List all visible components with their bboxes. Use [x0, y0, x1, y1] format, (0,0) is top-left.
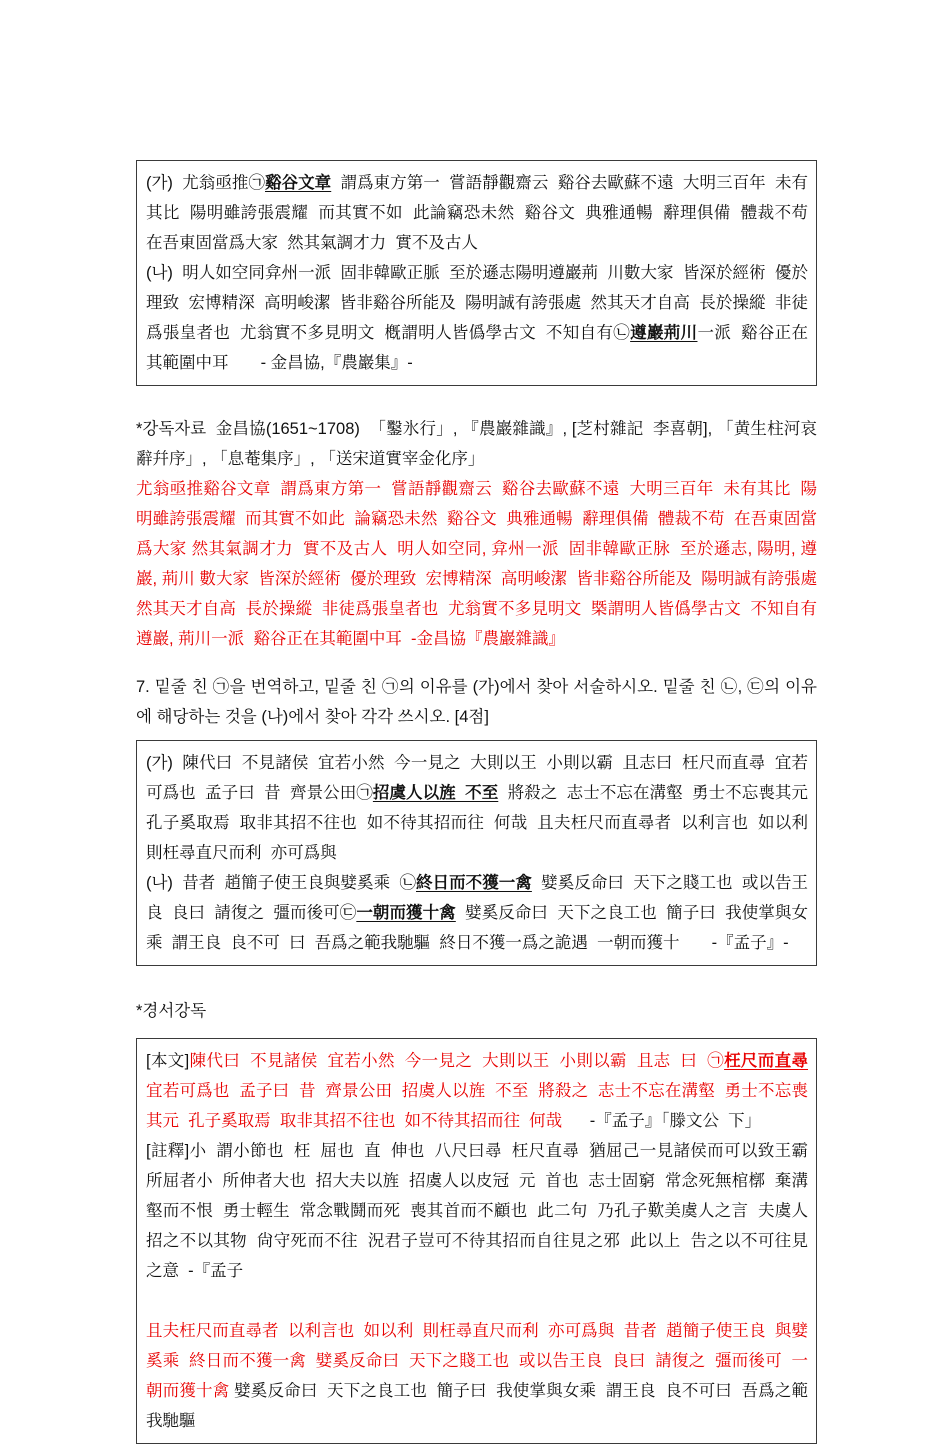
document-content — [136, 0, 827, 1444]
passage-1-na: (나) 明人如空同弇州一派 固非韓歐正脈 至於遜志陽明遵巖荊 川數大家 皆深於經術 優於理致 宏博精深 高明峻潔 皆非谿谷所能及 陽明誠有誇張處 然其天才自高 長於操縱 非徒爲張皇者也 尤翁實不多見明文 槪謂明人皆僞學古文 不知自有㉡遵巖荊川一派 谿谷正在其範圍中耳 - 金昌協,『農巖集』- — [146, 264, 809, 372]
passage-box-1 — [136, 160, 817, 386]
main-text-paragraph: [本文]陳代曰 不見諸侯 宜若小然 今一見之 大則以王 小則以霸 且志 曰 ㉠枉尺而直尋 宜若可爲也 孟子曰 昔 齊景公田 招虞人以旌 不至 將殺之 志士不忘在溝壑 勇士不忘喪其元 孔子奚取焉 取非其招不往也 如不待其招而往 何哉 -『孟子』「滕文公 下」 — [146, 1052, 818, 1130]
passage-2-ga: (가) 陳代曰 不見諸侯 宜若小然 今一見之 大則以王 小則以霸 且志曰 枉尺而直尋 宜若可爲也 孟子曰 昔 齊景公田㉠招虞人以旌 不至 將殺之 志士不忘在溝壑 勇士不忘喪其元 孔子奚取焉 取非其招不往也 如不待其招而往 何哉 且夫枉尺而直尋者 以利言也 如以利 則枉尋直尺而利 亦可爲與 — [146, 754, 818, 862]
question-7: 7. 밑줄 친 ㉠을 번역하고, 밑줄 친 ㉠의 이유를 (가)에서 찾아 서술하시오. 밑줄 친 ㉡, ㉢의 이유에 해당하는 것을 (나)에서 찾아 각각 쓰시오. [4점] — [136, 678, 817, 726]
reading-text-red: 尤翁亟推谿谷文章 謂爲東方第一 嘗語靜觀齋云 谿谷去歐蘇不遠 大明三百年 未有其比 陽明雖誇張震耀 而其實不如此 論竊恐未然 谿谷文 典雅通暢 辭理俱備 體裁不苟 在吾東固當爲大家 然其氣調才力 實不及古人 明人如空同, 弇州一派 固非韓歐正脉 至於遜志, 陽明, 遵巖, 荊川 數大家 皆深於經術 優於理致 宏博精深 高明峻潔 皆非谿谷所能及 陽明誠有誇張處 然其天才自高 長於操縱 非徒爲張皇者也 尤翁實不多見明文 槩謂明人皆僞學古文 不知自有遵巖, 荊川一派 谿谷正在其範圍中耳 -金昌協『農巖雜識』 — [136, 480, 827, 648]
supplement-paragraph: 且夫枉尺而直尋者 以利言也 如以利 則枉尋直尺而利 亦可爲與 昔者 趙簡子使王良 與嬖奚乘 終日而不獲一禽 嬖奚反命曰 天下之賤工也 或以告王良 良曰 請復之 彊而後可 一朝而獲十禽 嬖奚反命曰 天下之良工也 簡子曰 我使掌與女乘 謂王良 良不可曰 吾爲之範我馳驅 — [146, 1322, 808, 1430]
scripture-reading-label: *경서강독 — [136, 1002, 207, 1020]
study-box — [136, 1038, 817, 1444]
passage-1-ga: (가) 尤翁亟推㉠谿谷文章 謂爲東方第一 嘗語靜觀齋云 谿谷去歐蘇不遠 大明三百年 未有其比 陽明雖誇張震耀 而其實不如 此論竊恐未然 谿谷文 典雅通暢 辭理俱備 體裁不苟 在吾東固當爲大家 然其氣調才力 實不及古人 — [146, 174, 818, 252]
annotation-paragraph: [註釋]小 謂小節也 枉 屈也 直 伸也 八尺曰尋 枉尺直尋 猶屈己一見諸侯而可以致王霸 所屈者小 所伸者大也 招大夫以旌 招虞人以皮冠 元 首也 志士固窮 常念死無棺槨 棄溝壑而不恨 勇士輕生 常念戰鬪而死 喪其首而不顧也 此二句 乃孔子歎美虞人之言 夫虞人 招之不以其物 尙守死而不往 況君子豈可不待其招而自往見之邪 此以上 告之以不可往見之意 -『孟子 — [146, 1142, 818, 1280]
reading-materials-note: *강독자료 金昌協(1651~1708) 「鑿氷行」, 『農巖雜識』, [芝村雜記 李喜朝], 「黄生柱河哀辭幷序」, 「息菴集序」, 「送宋道實宰金化序」 — [136, 420, 817, 468]
passage-box-2 — [136, 740, 817, 966]
passage-2-na: (나) 昔者 趙簡子使王良與嬖奚乘 ㉡終日而不獲一禽 嬖奚反命曰 天下之賤工也 或以告王良 良曰 請復之 彊而後可㉢一朝而獲十禽 嬖奚反命曰 天下之良工也 簡子曰 我使掌與女乘 謂王良 良不可 曰 吾爲之範我馳驅 終日不獲一爲之詭遇 一朝而獲十 -『孟子』- — [146, 874, 809, 952]
